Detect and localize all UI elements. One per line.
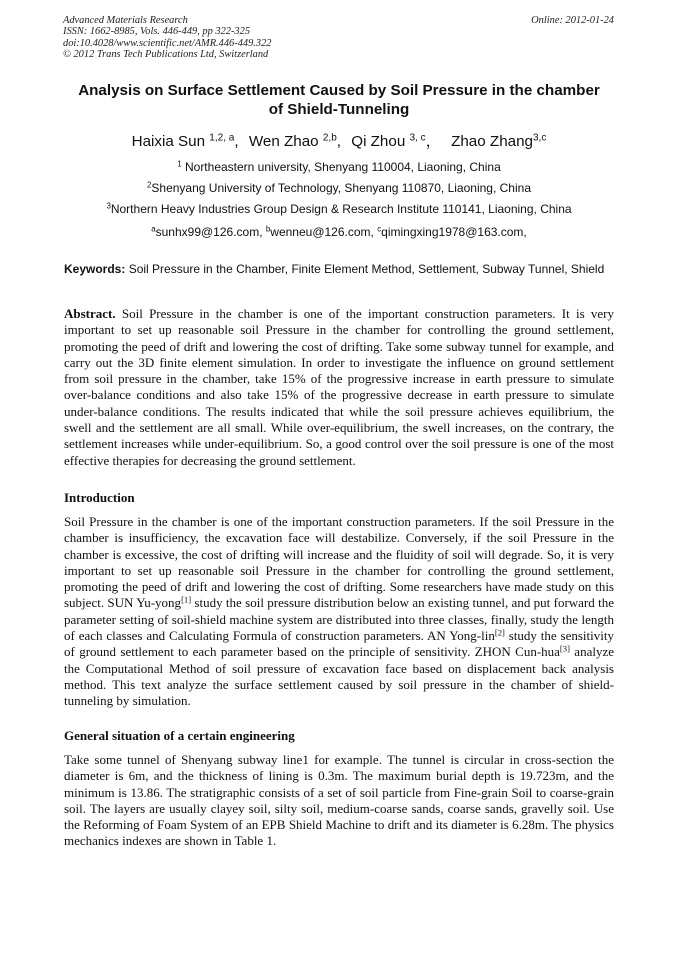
citation-ref: [3]: [559, 643, 570, 654]
keywords-label: Keywords:: [64, 262, 126, 276]
journal-name: Advanced Materials Research: [63, 15, 188, 26]
paper-title: [60, 81, 618, 119]
email-line: [40, 225, 638, 239]
author-separator: ,: [336, 133, 342, 150]
email-mark: c: [377, 224, 382, 234]
copyright-line: © 2012 Trans Tech Publications Ltd, Switzerland: [63, 49, 269, 61]
email-address: sunhx99@126.com,: [155, 225, 266, 239]
intro-text: Soil Pressure in the chamber is one of the important construction parameters. If the soil Pressure in the chamber is insufficiency, the excavation face will destabilize. Conversely, if the soil Pressure in the chamber is excessive, the cost of drifting will increase and the fluidity of soil will degrade. So, it is very important to set up reasonable soil Pressure in the chamber for controlling the ground settlement, promoting the peed of drift and lowering the cost of drifting. Some researchers have made study on this subject. SUN Yu-yong: [64, 514, 614, 611]
abstract: [64, 306, 614, 469]
title-line-1: Analysis on Surface Settlement Caused by Soil Pressure in the chamber: [78, 82, 600, 99]
introduction-heading: Introduction: [64, 490, 135, 505]
intro-text: study the soil pressure distribution below an existing tunnel, and put forward the parameter setting of soil-shield machine system are distributed into three classes, finally, study the length of each classes and Calculating Formula of construction parameters. AN Yong-lin: [64, 595, 614, 644]
affiliation-mark: 3: [106, 201, 111, 211]
affiliation-1: [40, 160, 638, 174]
affiliation-text: Northeastern university, Shenyang 110004, Liaoning, China: [181, 160, 501, 174]
affiliation-text: Northern Heavy Industries Group Design & Research Institute 110141, Liaoning, China: [110, 202, 572, 216]
email-mark: a: [151, 224, 156, 234]
affiliation-text: Shenyang University of Technology, Shenyang 110870, Liaoning, China: [151, 181, 531, 195]
intro-text: analyze the Computational Method of soil pressure of excavation face based on displacement back analysis method. This text analyze the surface settlement caused by soil pressure in the chamber of shield-tunneling by simulation.: [64, 644, 614, 709]
author-affiliation-mark: 3, c: [409, 132, 426, 144]
email-address: qimingxing1978@163.com,: [381, 225, 527, 239]
title-line-2: of Shield-Tunneling: [268, 101, 410, 118]
affiliation-mark: 1: [177, 159, 182, 169]
author-name: Zhao Zhang: [451, 133, 533, 150]
affiliation-mark: 2: [146, 180, 152, 190]
email-address: wenneu@126.com,: [270, 225, 378, 239]
doi-line: doi:10.4028/www.scientific.net/AMR.446-449.322: [63, 37, 272, 49]
email-mark: b: [265, 224, 271, 234]
introduction-body: [64, 514, 614, 710]
issn-line: ISSN: 1662-8985, Vols. 446-449, pp 322-325: [63, 26, 251, 38]
author-separator: ，: [425, 133, 441, 150]
abstract-label: Abstract.: [64, 306, 116, 321]
affiliation-2: [40, 181, 638, 195]
journal-header: [63, 15, 271, 61]
affiliation-3: [40, 202, 638, 216]
keywords-text: Soil Pressure in the Chamber, Finite Element Method, Settlement, Subway Tunnel, Shield: [125, 262, 605, 276]
intro-text: study the sensitivity of ground settlement to each parameter based on the principle of sensitivity. ZHON Cun-hua: [64, 628, 614, 660]
author-name: Haixia Sun: [131, 133, 210, 150]
author-separator: ,: [234, 133, 239, 150]
general-situation-body: Take some tunnel of Shenyang subway line1 for example. The tunnel is circular in cross-section the diameter is 6m, and the thickness of lining is 0.3m. The maximum burial depth is 19.723m, and the minimum is 13.86. The stratigraphic consists of a set of soil particle from Fine-grain Soil to coarse-grain soil. The layers are usually clayey soil, silty soil, medium-coarse sands, coarse sands, gravelly soil. Use the Reforming of Foam System of an EPB Shield Machine to drift and its diameter is 6.28m. The physics mechanics indexes are shown in Table 1.: [64, 752, 614, 849]
author-name: Qi Zhou: [351, 133, 410, 150]
abstract-text: Soil Pressure in the chamber is one of the important construction parameters. It is very important to set up reasonable soil Pressure in the chamber for controlling the ground settlement, promoting the peed of drift and lowering the cost of drifting. Take some subway tunnel for example, and carry out the 3D finite element simulation. In order to investigate the influence on ground settlement from soil pressure in the chamber, take 15% of the progressive increase in earth pressure to simulate over-balance conditions and also take 15% of the progressive decrease in earth pressure to simulate under-balance conditions. The results indicated that while the soil pressure achieves equilibrium, the swell and the settlement are all small. While over-equilibrium, the swell increases, on the contrary, the settlement increases while under-equilibrium. So, a good control over the soil pressure is one of the most effective therapies for decreasing the ground settlement.: [64, 306, 614, 468]
online-date: Online: 2012-01-24: [531, 15, 614, 26]
keywords: [64, 262, 614, 277]
author-list: [40, 130, 638, 151]
author-affiliation-mark: 2,b: [322, 132, 337, 144]
citation-ref: [2]: [494, 627, 505, 638]
citation-ref: [1]: [181, 594, 192, 605]
author-affiliation-mark: 3,c: [532, 132, 547, 144]
general-situation-heading: General situation of a certain engineering: [64, 728, 295, 743]
author-name: Wen Zhao: [248, 133, 323, 150]
author-affiliation-mark: 1,2, a: [209, 132, 235, 144]
